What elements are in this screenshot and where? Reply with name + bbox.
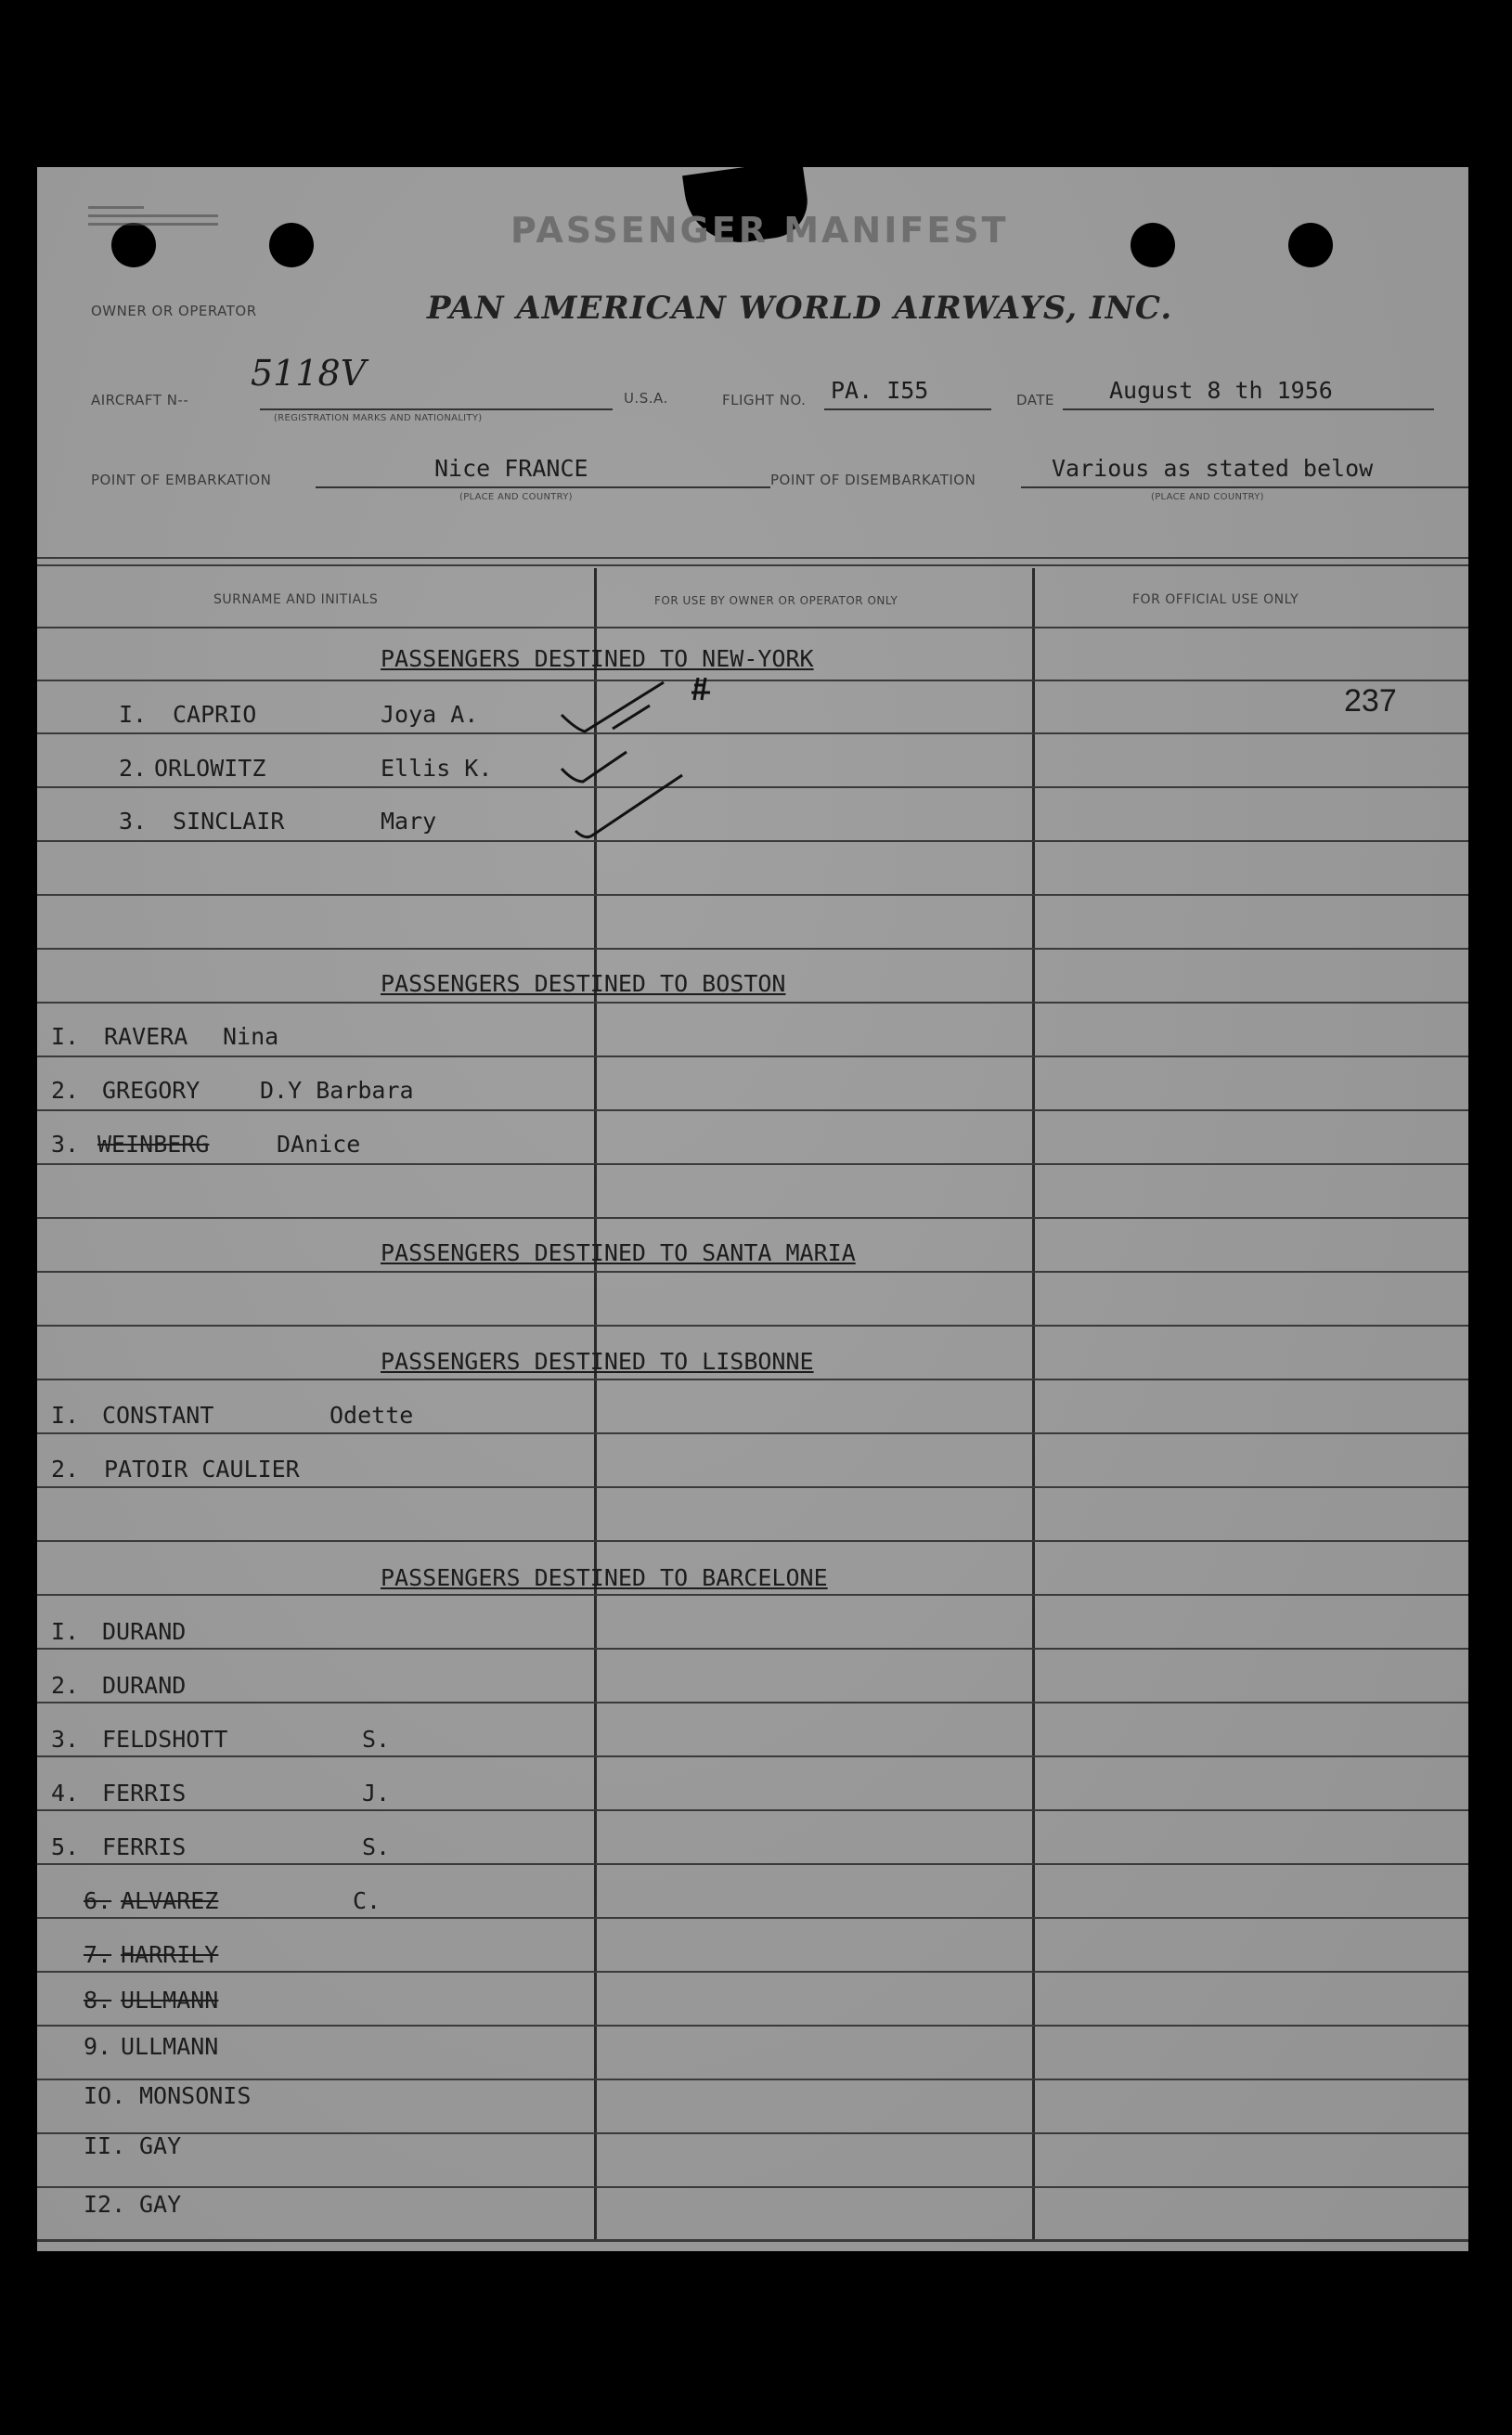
row-rule [37,1271,1468,1273]
embarkation-caption: (PLACE AND COUNTRY) [459,492,573,502]
row-rule [37,1379,1468,1380]
passenger-given: Nina [223,1023,279,1050]
flight-number: PA. I55 [831,377,929,404]
disembarkation-value: Various as stated below [1052,455,1374,482]
passenger-surname: DURAND [102,1618,187,1645]
table-bottom-rule [37,2239,1468,2242]
passenger-given: Ellis K. [381,755,493,782]
passenger-surname: HARRILY [121,1941,219,1968]
aircraft-underline [260,408,613,410]
embarkation-value: Nice FRANCE [434,455,588,482]
row-rule [37,1002,1468,1004]
row-rule [37,1109,1468,1111]
passenger-number: 2. [51,1077,80,1104]
passenger-number: I. [119,701,148,728]
row-rule [37,1971,1468,1973]
passenger-surname: SINCLAIR [173,808,285,835]
row-rule [37,1809,1468,1811]
passenger-number: 3. [119,808,148,835]
aircraft-label: AIRCRAFT N-- [91,392,189,408]
passenger-surname: ALVAREZ [121,1887,219,1914]
registration-caption: (REGISTRATION MARKS AND NATIONALITY) [274,413,483,423]
passenger-surname: WEINBERG [97,1131,210,1158]
row-rule [37,2186,1468,2188]
passenger-surname: GAY [139,2191,182,2218]
passenger-number: I. [51,1618,80,1645]
disembarkation-underline [1021,486,1468,488]
company-name: PAN AMERICAN WORLD AIRWAYS, INC. [427,290,1173,327]
check-mark-2 [613,706,650,729]
passenger-number: 9. [84,2033,112,2060]
date-value: August 8 th 1956 [1109,377,1333,404]
passenger-surname: ORLOWITZ [154,755,266,782]
passenger-surname: CAPRIO [173,701,257,728]
approval-stamp [88,206,227,238]
row-rule [37,1217,1468,1219]
passenger-surname: FERRIS [102,1833,187,1860]
punch-hole-left-2 [269,223,314,267]
table-top-rule-2 [37,564,1468,566]
passenger-surname: ULLMANN [121,2033,219,2060]
punch-hole-right-2 [1288,223,1333,267]
column-divider-2 [1032,568,1035,2239]
passenger-number: 6. [84,1887,112,1914]
check-marks [557,678,761,845]
section-heading-santamaria: PASSENGERS DESTINED TO SANTA MARIA [381,1239,856,1266]
passenger-given: DAnice [277,1131,361,1158]
header-bottom-rule [37,627,1468,628]
aircraft-number: 5118V [251,353,367,394]
row-rule [37,1917,1468,1919]
col-operator-header: FOR USE BY OWNER OR OPERATOR ONLY [654,594,898,607]
passenger-given: J. [362,1780,391,1807]
passenger-number: I. [51,1023,80,1050]
row-rule [37,1702,1468,1703]
row-rule [37,2079,1468,2080]
passenger-given: S. [362,1726,391,1753]
passenger-given: Odette [330,1402,414,1429]
passenger-number: IO. [84,2082,126,2109]
passenger-surname: FERRIS [102,1780,187,1807]
passenger-surname: ULLMANN [121,1987,219,2014]
passenger-number: 4. [51,1780,80,1807]
section-heading-lisbonne: PASSENGERS DESTINED TO LISBONNE [381,1348,814,1375]
passenger-number: 3. [51,1726,80,1753]
manifest-sheet [37,167,1468,2251]
section-heading-newyork: PASSENGERS DESTINED TO NEW-YORK [381,645,814,672]
passenger-number: I. [51,1402,80,1429]
row-rule [37,894,1468,896]
embarkation-label: POINT OF EMBARKATION [91,472,272,488]
date-underline [1063,408,1434,410]
row-rule [37,1863,1468,1865]
passenger-number: II. [84,2132,126,2159]
check-mark-3 [562,752,627,782]
passenger-surname: GAY [139,2132,182,2159]
passenger-surname: DURAND [102,1672,187,1699]
passenger-number: 8. [84,1987,112,2014]
passenger-surname: FELDSHOTT [102,1726,228,1753]
flight-label: FLIGHT NO. [722,392,807,408]
section-heading-boston: PASSENGERS DESTINED TO BOSTON [381,970,786,997]
passenger-number: 2. [119,755,148,782]
row-rule [37,1325,1468,1327]
passenger-number: 5. [51,1833,80,1860]
passenger-given: S. [362,1833,391,1860]
passenger-number: I2. [84,2191,126,2218]
passenger-surname: RAVERA [104,1023,188,1050]
row-rule [37,2132,1468,2134]
row-rule [37,1486,1468,1488]
usa-label: U.S.A. [624,390,668,407]
passenger-number: 3. [51,1131,80,1158]
passenger-given: C. [353,1887,381,1914]
flight-underline [824,408,991,410]
check-mark-4 [575,775,682,837]
punch-hole-right-1 [1131,223,1175,267]
passenger-given: D.Y Barbara [260,1077,414,1104]
disembarkation-label: POINT OF DISEMBARKATION [770,472,976,488]
row-rule [37,1432,1468,1434]
hash-mark [691,678,710,700]
passenger-surname: MONSONIS [139,2082,252,2109]
row-rule [37,1540,1468,1542]
official-number: 237 [1344,683,1397,719]
row-rule [37,1163,1468,1165]
col-surname-header: SURNAME AND INITIALS [213,592,379,607]
embarkation-underline [316,486,770,488]
table-top-rule-1 [37,557,1468,559]
row-rule [37,1648,1468,1650]
passenger-given: Joya A. [381,701,479,728]
date-label: DATE [1016,392,1055,408]
passenger-number: 7. [84,1941,112,1968]
section-heading-barcelone: PASSENGERS DESTINED TO BARCELONE [381,1564,828,1591]
col-official-header: FOR OFFICIAL USE ONLY [1132,592,1299,607]
row-rule [37,1056,1468,1057]
passenger-given: Mary [381,808,437,835]
passenger-number: 2. [51,1672,80,1699]
passenger-surname: CONSTANT [102,1402,214,1429]
row-rule [37,948,1468,950]
owner-label: OWNER OR OPERATOR [91,303,257,319]
passenger-surname: PATOIR CAULIER [104,1456,300,1483]
row-rule [37,2025,1468,2027]
passenger-surname: GREGORY [102,1077,200,1104]
manifest-title: PASSENGER MANIFEST [510,210,1009,251]
row-rule [37,1594,1468,1596]
disembarkation-caption: (PLACE AND COUNTRY) [1151,492,1264,502]
row-rule [37,1755,1468,1757]
passenger-number: 2. [51,1456,80,1483]
